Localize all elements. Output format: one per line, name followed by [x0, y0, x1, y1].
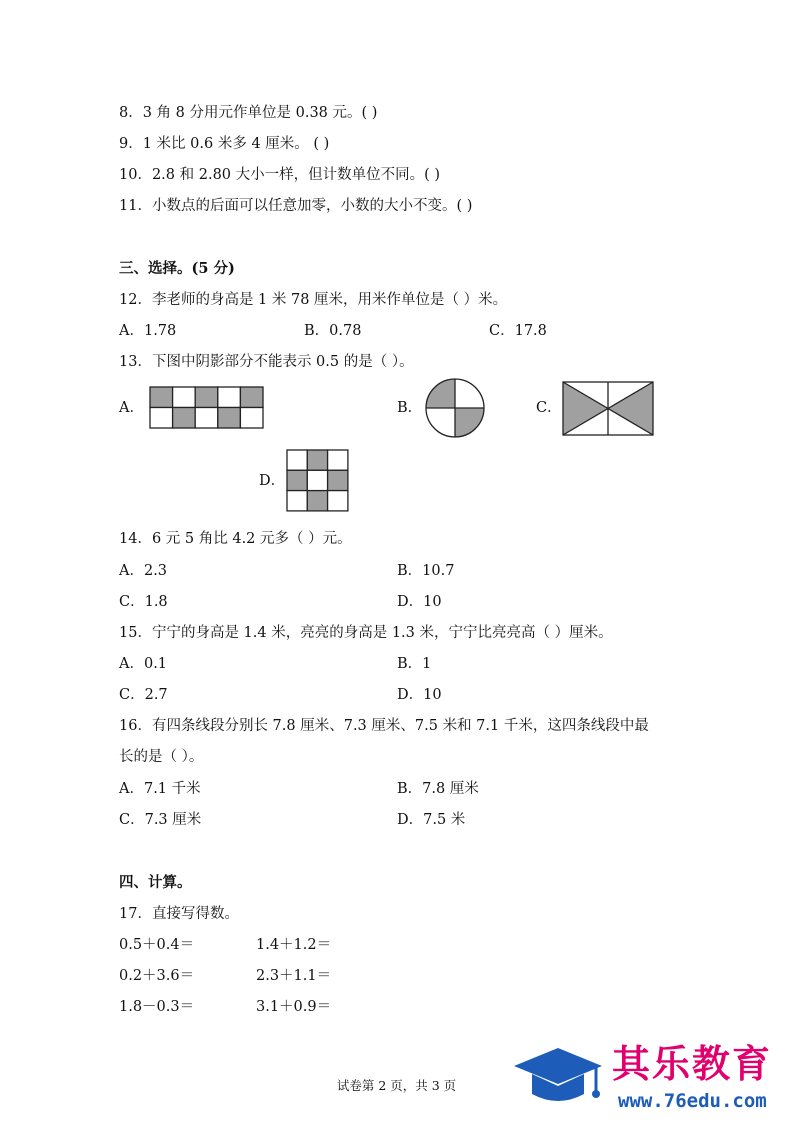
q13-label-d: D．: [259, 473, 286, 489]
q12-option-c: C．17.8: [489, 323, 547, 339]
fig-d-cell: [287, 450, 307, 470]
q17-expr: 0.2＋3.6＝: [119, 968, 195, 984]
q17-text: 17．直接写得数。: [119, 906, 239, 922]
q12-text: 12．李老师的身高是 1 米 78 厘米，用米作单位是（ ）米。: [119, 292, 508, 308]
judgment-item-11: 11．小数点的后面可以任意加零，小数的大小不变。( ): [119, 198, 473, 214]
q17-expr: 3.1＋0.9＝: [256, 999, 332, 1015]
watermark-url: www.76edu.com: [618, 1090, 767, 1112]
q15-option-c: C．2.7: [119, 687, 168, 703]
q16-option-a: A．7.1 千米: [119, 781, 201, 797]
fig-a-cell: [195, 408, 218, 429]
q13-label-a: A．: [119, 400, 144, 416]
fig-d-cell: [287, 470, 307, 490]
q14-option-a: A．2.3: [119, 563, 168, 579]
fig-a-cell: [150, 387, 173, 408]
q17-expr: 2.3＋1.1＝: [256, 968, 332, 984]
graduation-cap-icon: [508, 1046, 608, 1112]
section4-heading: 四、计算。: [119, 874, 192, 891]
fig-d-cell: [328, 491, 348, 511]
q15-option-b: B．1: [397, 656, 432, 672]
q16-option-c: C．7.3 厘米: [119, 812, 202, 828]
fig-d-cell: [287, 491, 307, 511]
fig-a-cell: [173, 387, 196, 408]
fig-d-cell: [328, 470, 348, 490]
fig-c-shaded-triangle: [563, 382, 608, 435]
fig-a-cell: [150, 408, 173, 429]
q14-option-b: B．10.7: [397, 563, 455, 579]
judgment-item-8: 8．3 角 8 分用元作单位是 0.38 元。( ): [119, 105, 378, 121]
q13-figure-d: [286, 449, 349, 512]
judgment-item-9: 9．1 米比 0.6 米多 4 厘米。 ( ): [119, 136, 330, 152]
fig-d-cell: [307, 450, 327, 470]
q14-text: 14．6 元 5 角比 4.2 元多（ ）元。: [119, 531, 352, 547]
q13-figure-a: [149, 386, 265, 429]
q15-option-a: A．0.1: [119, 656, 168, 672]
q16-text-line2: 长的是（ ）。: [119, 749, 204, 765]
judgment-item-10: 10．2.8 和 2.80 大小一样，但计数单位不同。( ): [119, 167, 441, 183]
fig-a-cell: [240, 408, 263, 429]
fig-a-cell: [218, 387, 241, 408]
fig-d-cell: [328, 450, 348, 470]
fig-d-cell: [307, 470, 327, 490]
watermark-logo: [508, 1040, 793, 1122]
fig-a-cell: [173, 408, 196, 429]
q16-option-d: D．7.5 米: [397, 812, 466, 828]
q13-figure-c: [562, 381, 654, 436]
q15-option-d: D．10: [397, 687, 442, 703]
q14-option-c: C．1.8: [119, 594, 168, 610]
q12-option-b: B．0.78: [304, 323, 362, 339]
q12-option-a: A．1.78: [119, 323, 177, 339]
q17-expr: 1.8－0.3＝: [119, 999, 195, 1015]
q14-option-d: D．10: [397, 594, 442, 610]
q17-expr: 1.4＋1.2＝: [256, 937, 332, 953]
q13-label-c: C．: [536, 400, 562, 416]
q17-expr: 0.5＋0.4＝: [119, 937, 195, 953]
fig-a-cell: [195, 387, 218, 408]
page-footer: 试卷第 2 页，共 3 页: [336, 1078, 457, 1093]
q13-figure-b: [424, 377, 486, 439]
fig-a-cell: [240, 387, 263, 408]
q13-text: 13．下图中阴影部分不能表示 0.5 的是（ ）。: [119, 354, 414, 370]
watermark-name: 其乐教育: [612, 1042, 773, 1086]
q15-text: 15．宁宁的身高是 1.4 米，亮亮的身高是 1.3 米，宁宁比亮亮高（ ）厘米。: [119, 625, 613, 641]
fig-a-cell: [218, 408, 241, 429]
section3-heading: 三、选择。(5 分): [119, 260, 235, 277]
q16-text-line1: 16．有四条线段分别长 7.8 厘米、7.3 厘米、7.5 米和 7.1 千米，这四条线段中最: [119, 718, 649, 734]
q16-option-b: B．7.8 厘米: [397, 781, 479, 797]
fig-d-cell: [307, 491, 327, 511]
q13-label-b: B．: [397, 400, 423, 416]
fig-c-shaded-triangle: [608, 382, 653, 435]
